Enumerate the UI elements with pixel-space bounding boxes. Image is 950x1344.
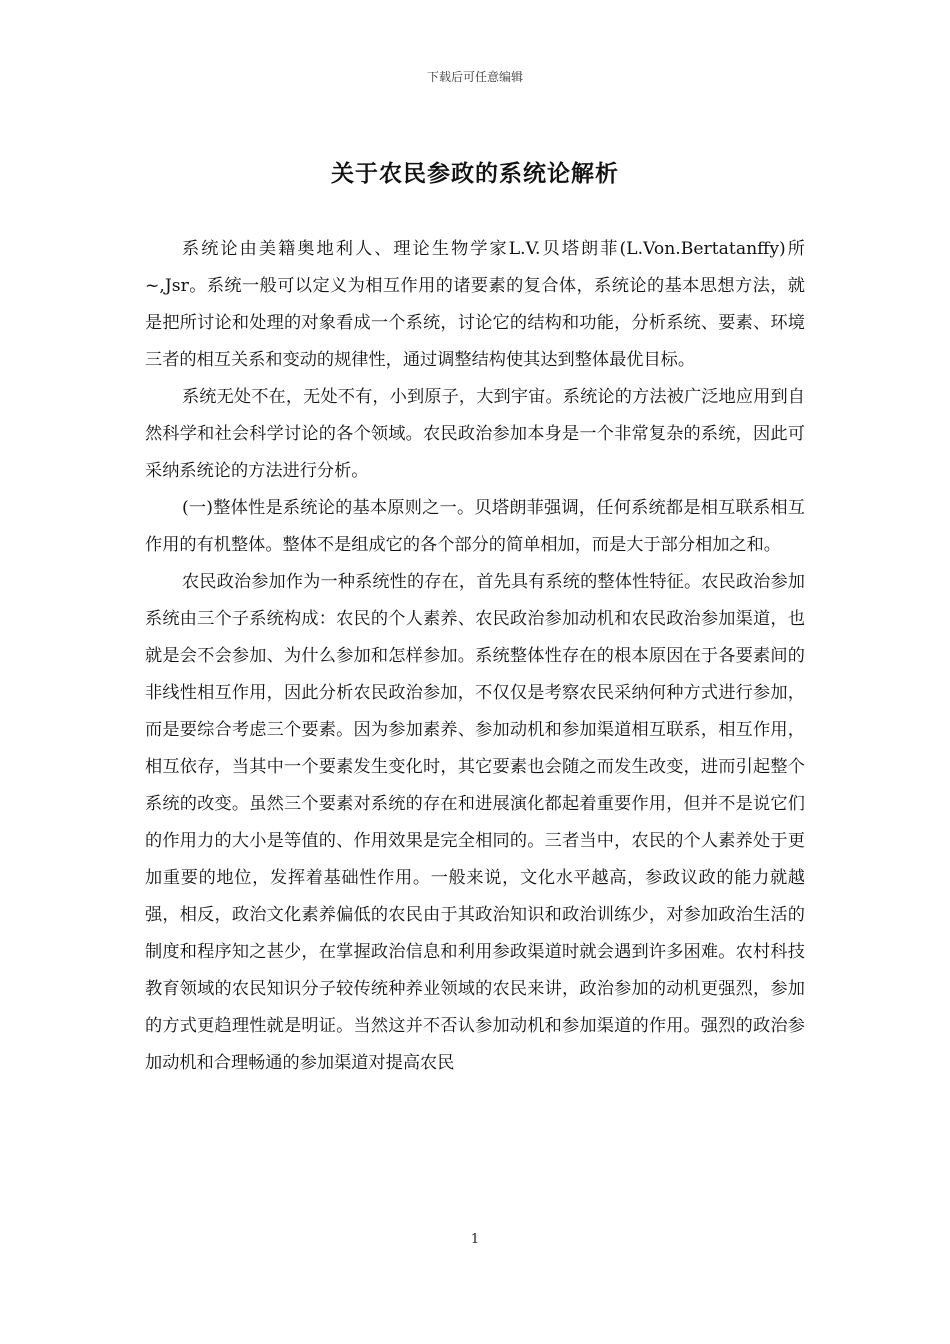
document-title: 关于农民参政的系统论解析: [331, 161, 619, 187]
paragraph: 系统论由美籍奥地利人、理论生物学家L.V.贝塔朗菲(L.Von.Bertatanffy)所~,Jsr。系统一般可以定义为相互作用的诸要素的复合体，系统论的基本思想方法，就是把所讨论和处理的对象看成一个系统，讨论它的结构和功能，分析系统、要素、环境三者的相互关系和变动的规律性，通过调整结构使其达到整体最优目标。: [145, 239, 805, 370]
header-note: 下载后可任意编辑: [426, 70, 523, 84]
paragraph: (一)整体性是系统论的基本原则之一。贝塔朗菲强调，任何系统都是相互联系相互作用的有机整体。整体不是组成它的各个部分的简单相加，而是大于部分相加之和。: [145, 498, 805, 555]
paragraph: 系统无处不在，无处不有，小到原子，大到宇宙。系统论的方法被广泛地应用到自然科学和社会科学讨论的各个领域。农民政治参加本身是一个非常复杂的系统，因此可采纳系统论的方法进行分析。: [145, 387, 805, 481]
document-body: [145, 231, 805, 1082]
paragraph: 农民政治参加作为一种系统性的存在，首先具有系统的整体性特征。农民政治参加系统由三个子系统构成：农民的个人素养、农民政治参加动机和农民政治参加渠道，也就是会不会参加、为什么参加和怎样参加。系统整体性存在的根本原因在于各要素间的非线性相互作用，因此分析农民政治参加，不仅仅是考察农民采纳何种方式进行参加，而是要综合考虑三个要素。因为参加素养、参加动机和参加渠道相互联系，相互作用，相互依存，当其中一个要素发生变化时，其它要素也会随之而发生改变，进而引起整个系统的改变。虽然三个要素对系统的存在和进展演化都起着重要作用，但并不是说它们的作用力的大小是等值的、作用效果是完全相同的。三者当中，农民的个人素养处于更加重要的地位，发挥着基础性作用。一般来说，文化水平越高，参政议政的能力就越强，相反，政治文化素养偏低的农民由于其政治知识和政治训练少，对参加政治生活的制度和程序知之甚少，在掌握政治信息和利用参政渠道时就会遇到许多困难。农村科技教育领域的农民知识分子较传统种养业领域的农民来讲，政治参加的动机更强烈，参加的方式更趋理性就是明证。当然这并不否认参加动机和参加渠道的作用。强烈的政治参加动机和合理畅通的参加渠道对提高农民: [145, 572, 805, 1073]
page-number: 1: [470, 1232, 480, 1247]
